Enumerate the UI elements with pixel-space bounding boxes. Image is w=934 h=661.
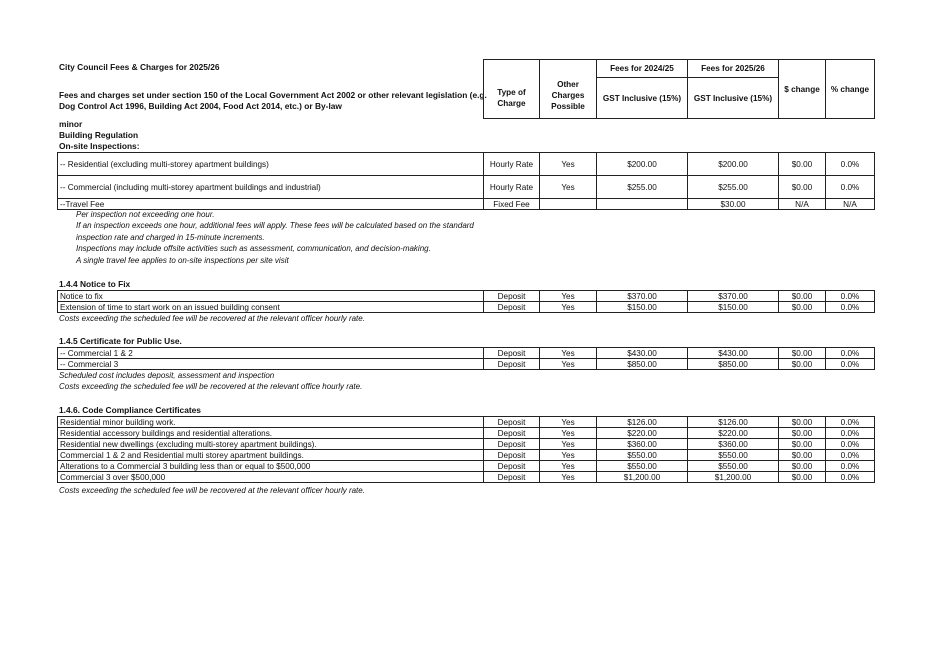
row-dchg: $0.00: [779, 439, 826, 450]
row-prev: $220.00: [597, 428, 688, 439]
row-dchg: $0.00: [779, 291, 826, 302]
section-notice-to-fix: 1.4.4 Notice to Fix: [59, 279, 131, 289]
row-dchg: $0.00: [779, 472, 826, 483]
row-type: Deposit: [484, 359, 540, 370]
row-pchg: 0.0%: [826, 439, 875, 450]
row-pchg: 0.0%: [826, 472, 875, 483]
col-pct-change-header: % change: [826, 60, 875, 119]
row-type: Hourly Rate: [484, 153, 540, 176]
row-prev: $850.00: [597, 359, 688, 370]
col-gst-curr-header: GST Inclusive (15%): [688, 78, 779, 119]
row-prev: $200.00: [597, 153, 688, 176]
row-pchg: 0.0%: [826, 359, 875, 370]
row-type: Deposit: [484, 472, 540, 483]
row-desc: Commercial 1 & 2 and Residential multi storey apartment buildings.: [58, 450, 484, 461]
table-row: [58, 153, 875, 176]
section-onsite-inspections: On-site Inspections:: [59, 141, 140, 151]
note-line: A single travel fee applies to on-site inspections per site visit: [76, 255, 289, 265]
row-dchg: $0.00: [779, 428, 826, 439]
row-desc: Residential accessory buildings and residential alterations.: [58, 428, 484, 439]
table-row: [58, 302, 875, 313]
col-fees-prev-header: Fees for 2024/25: [597, 60, 688, 78]
row-other: Yes: [540, 348, 597, 359]
row-curr: $200.00: [688, 153, 779, 176]
row-curr: $1,200.00: [688, 472, 779, 483]
row-curr: $220.00: [688, 428, 779, 439]
row-pchg: 0.0%: [826, 176, 875, 199]
row-desc: -- Commercial 3: [58, 359, 484, 370]
subtitle-line-2: Dog Control Act 1996, Building Act 2004, Food Act 2014, etc.) or By-law: [59, 101, 342, 111]
table-row: [58, 417, 875, 428]
row-other: Yes: [540, 153, 597, 176]
row-pchg: N/A: [826, 199, 875, 210]
row-desc: Notice to fix: [58, 291, 484, 302]
page-title: City Council Fees & Charges for 2025/26: [59, 62, 220, 72]
table-row: [58, 176, 875, 199]
row-desc: Commercial 3 over $500,000: [58, 472, 484, 483]
row-other: Yes: [540, 291, 597, 302]
row-prev: $126.00: [597, 417, 688, 428]
row-type: Hourly Rate: [484, 176, 540, 199]
column-header-table: [483, 59, 875, 119]
row-curr: $550.00: [688, 450, 779, 461]
row-type: Fixed Fee: [484, 199, 540, 210]
table-row: [58, 450, 875, 461]
row-desc: --Travel Fee: [58, 199, 484, 210]
onsite-table: [57, 152, 875, 210]
row-other: Yes: [540, 417, 597, 428]
table-row: [58, 439, 875, 450]
section-certificate-public-use: 1.4.5 Certificate for Public Use.: [59, 336, 182, 346]
row-other: Yes: [540, 302, 597, 313]
col-fees-curr-header: Fees for 2025/26: [688, 60, 779, 78]
row-desc: -- Residential (excluding multi-storey apartment buildings): [58, 153, 484, 176]
note-line: inspection rate and charged in 15-minute increments.: [76, 232, 265, 242]
row-other: [540, 199, 597, 210]
row-curr: $126.00: [688, 417, 779, 428]
row-curr: $550.00: [688, 461, 779, 472]
row-pchg: 0.0%: [826, 428, 875, 439]
row-dchg: $0.00: [779, 348, 826, 359]
row-prev: $370.00: [597, 291, 688, 302]
row-curr: $360.00: [688, 439, 779, 450]
section-code-compliance: 1.4.6. Code Compliance Certificates: [59, 405, 201, 415]
note-line: Per inspection not exceeding one hour.: [76, 210, 215, 219]
row-curr: $430.00: [688, 348, 779, 359]
ccc-table: [57, 416, 875, 483]
row-desc: -- Commercial 1 & 2: [58, 348, 484, 359]
row-pchg: 0.0%: [826, 153, 875, 176]
row-type: Deposit: [484, 428, 540, 439]
row-curr: $30.00: [688, 199, 779, 210]
row-pchg: 0.0%: [826, 450, 875, 461]
row-pchg: 0.0%: [826, 417, 875, 428]
table-row: [58, 348, 875, 359]
row-desc: Residential minor building work.: [58, 417, 484, 428]
row-desc: Residential new dwellings (excluding multi-storey apartment buildings).: [58, 439, 484, 450]
row-prev: $150.00: [597, 302, 688, 313]
row-dchg: $0.00: [779, 417, 826, 428]
row-dchg: $0.00: [779, 359, 826, 370]
col-gst-prev-header: GST Inclusive (15%): [597, 78, 688, 119]
cpu-notes: [59, 370, 362, 393]
table-row: [58, 359, 875, 370]
minor-label: minor: [59, 119, 83, 129]
row-other: Yes: [540, 450, 597, 461]
row-prev: $1,200.00: [597, 472, 688, 483]
row-dchg: $0.00: [779, 461, 826, 472]
table-row: [58, 428, 875, 439]
table-row: [58, 472, 875, 483]
row-other: Yes: [540, 439, 597, 450]
row-desc: Extension of time to start work on an issued building consent: [58, 302, 484, 313]
row-curr: $150.00: [688, 302, 779, 313]
row-type: Deposit: [484, 417, 540, 428]
row-other: Yes: [540, 461, 597, 472]
ccc-note: Costs exceeding the scheduled fee will be recovered at the relevant officer hourly rate.: [59, 486, 365, 495]
subtitle-line-1: Fees and charges set under section 150 of the Local Government Act 2002 or other relevant legislation (e.g.: [59, 90, 487, 100]
onsite-notes: [76, 209, 474, 266]
col-type-header: Type of Charge: [484, 60, 540, 119]
table-row: [58, 199, 875, 210]
row-type: Deposit: [484, 348, 540, 359]
row-type: Deposit: [484, 291, 540, 302]
row-dchg: $0.00: [779, 176, 826, 199]
cpu-table: [57, 347, 875, 370]
row-prev: $430.00: [597, 348, 688, 359]
row-other: Yes: [540, 176, 597, 199]
row-pchg: 0.0%: [826, 302, 875, 313]
row-desc: Alterations to a Commercial 3 building less than or equal to $500,000: [58, 461, 484, 472]
row-other: Yes: [540, 359, 597, 370]
table-row: [58, 461, 875, 472]
note-line: Scheduled cost includes deposit, assessment and inspection: [59, 371, 275, 380]
notice-note: Costs exceeding the scheduled fee will be recovered at the relevant officer hourly rate.: [59, 314, 365, 323]
col-other-header: Other Charges Possible: [540, 60, 597, 119]
row-dchg: $0.00: [779, 302, 826, 313]
row-curr: $255.00: [688, 176, 779, 199]
row-desc: -- Commercial (including multi-storey apartment buildings and industrial): [58, 176, 484, 199]
section-building-regulation: Building Regulation: [59, 130, 139, 140]
row-dchg: $0.00: [779, 450, 826, 461]
row-other: Yes: [540, 472, 597, 483]
row-curr: $370.00: [688, 291, 779, 302]
row-type: Deposit: [484, 439, 540, 450]
row-type: Deposit: [484, 461, 540, 472]
col-dollar-change-header: $ change: [779, 60, 826, 119]
row-prev: $255.00: [597, 176, 688, 199]
row-other: Yes: [540, 428, 597, 439]
row-pchg: 0.0%: [826, 461, 875, 472]
notice-table: [57, 290, 875, 313]
row-pchg: 0.0%: [826, 291, 875, 302]
row-prev: $550.00: [597, 461, 688, 472]
note-line: Inspections may include offsite activities such as assessment, communication, and decision-making.: [76, 244, 431, 254]
note-line: If an inspection exceeds one hour, additional fees will apply. These fees will be calculated based on the standard: [76, 221, 474, 231]
row-dchg: N/A: [779, 199, 826, 210]
row-prev: $360.00: [597, 439, 688, 450]
row-curr: $850.00: [688, 359, 779, 370]
note-line: Costs exceeding the scheduled fee will be recovered at the relevant office hourly rate.: [59, 382, 363, 392]
table-row: [58, 291, 875, 302]
row-prev: [597, 199, 688, 210]
row-type: Deposit: [484, 302, 540, 313]
row-pchg: 0.0%: [826, 348, 875, 359]
row-prev: $550.00: [597, 450, 688, 461]
row-dchg: $0.00: [779, 153, 826, 176]
row-type: Deposit: [484, 450, 540, 461]
